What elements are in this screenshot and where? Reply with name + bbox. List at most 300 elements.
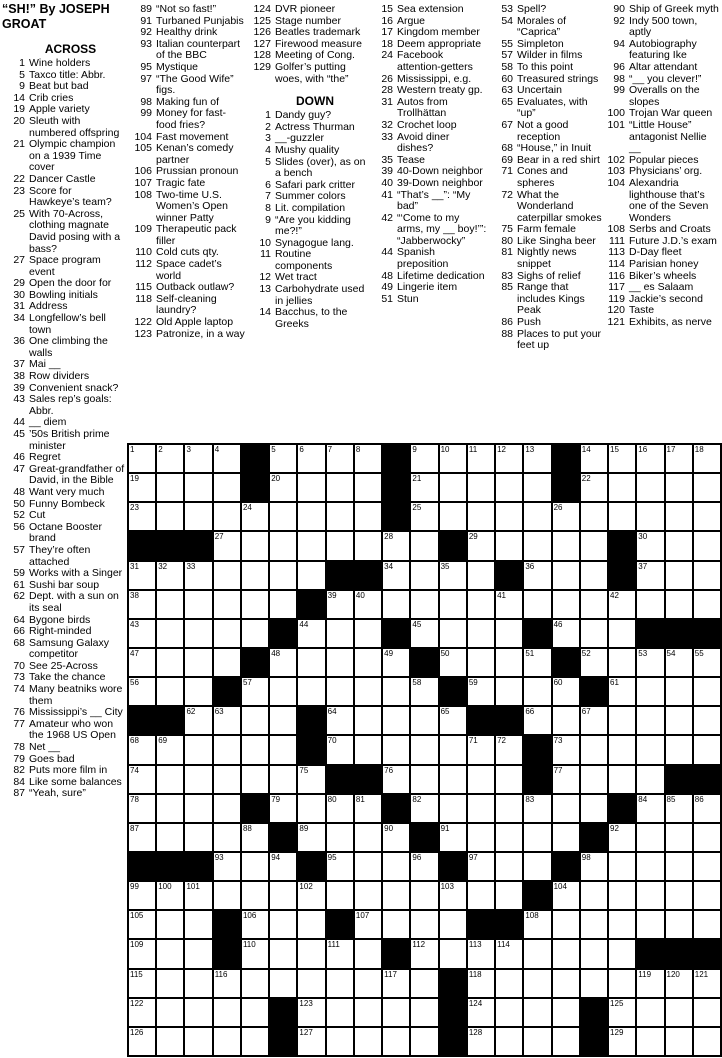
grid-cell-r16c5[interactable] — [242, 882, 268, 909]
grid-cell-r15c11[interactable] — [411, 853, 437, 880]
grid-cell-r14c5[interactable] — [242, 824, 268, 851]
grid-cell-r15c5[interactable] — [242, 853, 268, 880]
grid-cell-r14c9[interactable] — [355, 824, 381, 851]
grid-cell-r15c18[interactable] — [609, 853, 635, 880]
grid-cell-r3c13[interactable] — [468, 503, 494, 530]
grid-cell-r6c10[interactable] — [383, 591, 409, 618]
grid-cell-r1c6[interactable] — [270, 445, 296, 472]
grid-cell-r17c12[interactable] — [440, 911, 466, 938]
grid-cell-r17c5[interactable] — [242, 911, 268, 938]
grid-cell-r2c11[interactable] — [411, 474, 437, 501]
grid-cell-r21c11[interactable] — [411, 1028, 437, 1055]
grid-cell-r7c8[interactable] — [327, 620, 353, 647]
grid-cell-r12c2[interactable] — [157, 766, 183, 793]
grid-cell-r3c4[interactable] — [214, 503, 240, 530]
grid-cell-r7c11[interactable] — [411, 620, 437, 647]
grid-cell-r8c2[interactable] — [157, 649, 183, 676]
grid-cell-r2c14[interactable] — [496, 474, 522, 501]
grid-cell-r6c1[interactable] — [129, 591, 155, 618]
grid-cell-r8c9[interactable] — [355, 649, 381, 676]
grid-cell-r8c15[interactable] — [524, 649, 550, 676]
grid-cell-r6c13[interactable] — [468, 591, 494, 618]
grid-cell-r17c7[interactable] — [298, 911, 324, 938]
grid-cell-r21c10[interactable] — [383, 1028, 409, 1055]
grid-cell-r16c12[interactable] — [440, 882, 466, 909]
grid-cell-r17c9[interactable] — [355, 911, 381, 938]
grid-cell-r1c4[interactable] — [214, 445, 240, 472]
grid-cell-r3c19[interactable] — [637, 503, 663, 530]
grid-cell-r1c20[interactable] — [666, 445, 692, 472]
grid-cell-r19c8[interactable] — [327, 970, 353, 997]
grid-cell-r19c1[interactable] — [129, 970, 155, 997]
grid-cell-r2c8[interactable] — [327, 474, 353, 501]
grid-cell-r10c10[interactable] — [383, 707, 409, 734]
grid-cell-r4c20[interactable] — [666, 532, 692, 559]
grid-cell-r7c13[interactable] — [468, 620, 494, 647]
grid-cell-r2c4[interactable] — [214, 474, 240, 501]
grid-cell-r11c17[interactable] — [581, 736, 607, 763]
grid-cell-r10c21[interactable] — [694, 707, 720, 734]
grid-cell-r18c14[interactable] — [496, 940, 522, 967]
grid-cell-r17c19[interactable] — [637, 911, 663, 938]
grid-cell-r6c15[interactable] — [524, 591, 550, 618]
grid-cell-r11c9[interactable] — [355, 736, 381, 763]
grid-cell-r12c3[interactable] — [185, 766, 211, 793]
grid-cell-r13c4[interactable] — [214, 795, 240, 822]
grid-cell-r18c5[interactable] — [242, 940, 268, 967]
grid-cell-r10c17[interactable] — [581, 707, 607, 734]
grid-cell-r12c17[interactable] — [581, 766, 607, 793]
grid-cell-r20c9[interactable] — [355, 999, 381, 1026]
grid-cell-r13c13[interactable] — [468, 795, 494, 822]
grid-cell-r14c8[interactable] — [327, 824, 353, 851]
grid-cell-r11c3[interactable] — [185, 736, 211, 763]
grid-cell-r20c20[interactable] — [666, 999, 692, 1026]
grid-cell-r18c6[interactable] — [270, 940, 296, 967]
grid-cell-r1c8[interactable] — [327, 445, 353, 472]
grid-cell-r18c17[interactable] — [581, 940, 607, 967]
grid-cell-r12c5[interactable] — [242, 766, 268, 793]
grid-cell-r7c2[interactable] — [157, 620, 183, 647]
grid-cell-r5c20[interactable] — [666, 562, 692, 589]
grid-cell-r13c8[interactable] — [327, 795, 353, 822]
grid-cell-r19c15[interactable] — [524, 970, 550, 997]
grid-cell-r14c2[interactable] — [157, 824, 183, 851]
grid-cell-r2c12[interactable] — [440, 474, 466, 501]
grid-cell-r12c10[interactable] — [383, 766, 409, 793]
grid-cell-r16c6[interactable] — [270, 882, 296, 909]
grid-cell-r13c6[interactable] — [270, 795, 296, 822]
grid-cell-r4c16[interactable] — [553, 532, 579, 559]
grid-cell-r15c17[interactable] — [581, 853, 607, 880]
grid-cell-r11c16[interactable] — [553, 736, 579, 763]
grid-cell-r21c20[interactable] — [666, 1028, 692, 1055]
grid-cell-r9c5[interactable] — [242, 678, 268, 705]
grid-cell-r16c20[interactable] — [666, 882, 692, 909]
grid-cell-r14c3[interactable] — [185, 824, 211, 851]
grid-cell-r17c3[interactable] — [185, 911, 211, 938]
grid-cell-r18c8[interactable] — [327, 940, 353, 967]
grid-cell-r20c16[interactable] — [553, 999, 579, 1026]
grid-cell-r6c8[interactable] — [327, 591, 353, 618]
grid-cell-r9c9[interactable] — [355, 678, 381, 705]
grid-cell-r17c10[interactable] — [383, 911, 409, 938]
grid-cell-r6c6[interactable] — [270, 591, 296, 618]
grid-cell-r20c2[interactable] — [157, 999, 183, 1026]
grid-cell-r2c3[interactable] — [185, 474, 211, 501]
grid-cell-r12c7[interactable] — [298, 766, 324, 793]
grid-cell-r6c9[interactable] — [355, 591, 381, 618]
grid-cell-r7c18[interactable] — [609, 620, 635, 647]
grid-cell-r18c13[interactable] — [468, 940, 494, 967]
grid-cell-r6c4[interactable] — [214, 591, 240, 618]
grid-cell-r6c3[interactable] — [185, 591, 211, 618]
grid-cell-r2c1[interactable] — [129, 474, 155, 501]
grid-cell-r12c16[interactable] — [553, 766, 579, 793]
grid-cell-r18c15[interactable] — [524, 940, 550, 967]
grid-cell-r15c8[interactable] — [327, 853, 353, 880]
grid-cell-r19c10[interactable] — [383, 970, 409, 997]
grid-cell-r13c19[interactable] — [637, 795, 663, 822]
grid-cell-r16c14[interactable] — [496, 882, 522, 909]
grid-cell-r9c19[interactable] — [637, 678, 663, 705]
grid-cell-r4c4[interactable] — [214, 532, 240, 559]
grid-cell-r8c21[interactable] — [694, 649, 720, 676]
grid-cell-r3c7[interactable] — [298, 503, 324, 530]
grid-cell-r14c21[interactable] — [694, 824, 720, 851]
grid-cell-r3c1[interactable] — [129, 503, 155, 530]
grid-cell-r19c14[interactable] — [496, 970, 522, 997]
grid-cell-r20c19[interactable] — [637, 999, 663, 1026]
grid-cell-r15c6[interactable] — [270, 853, 296, 880]
grid-cell-r20c5[interactable] — [242, 999, 268, 1026]
grid-cell-r19c11[interactable] — [411, 970, 437, 997]
grid-cell-r13c20[interactable] — [666, 795, 692, 822]
grid-cell-r14c20[interactable] — [666, 824, 692, 851]
grid-cell-r19c18[interactable] — [609, 970, 635, 997]
grid-cell-r2c15[interactable] — [524, 474, 550, 501]
grid-cell-r18c9[interactable] — [355, 940, 381, 967]
grid-cell-r13c21[interactable] — [694, 795, 720, 822]
grid-cell-r2c19[interactable] — [637, 474, 663, 501]
grid-cell-r11c13[interactable] — [468, 736, 494, 763]
grid-cell-r10c6[interactable] — [270, 707, 296, 734]
grid-cell-r5c15[interactable] — [524, 562, 550, 589]
grid-cell-r11c20[interactable] — [666, 736, 692, 763]
grid-cell-r10c9[interactable] — [355, 707, 381, 734]
grid-cell-r5c13[interactable] — [468, 562, 494, 589]
grid-cell-r16c13[interactable] — [468, 882, 494, 909]
grid-cell-r9c2[interactable] — [157, 678, 183, 705]
grid-cell-r1c1[interactable] — [129, 445, 155, 472]
grid-cell-r17c11[interactable] — [411, 911, 437, 938]
grid-cell-r11c8[interactable] — [327, 736, 353, 763]
grid-cell-r14c4[interactable] — [214, 824, 240, 851]
grid-cell-r13c9[interactable] — [355, 795, 381, 822]
grid-cell-r10c3[interactable] — [185, 707, 211, 734]
grid-cell-r5c6[interactable] — [270, 562, 296, 589]
grid-cell-r19c6[interactable] — [270, 970, 296, 997]
grid-cell-r14c7[interactable] — [298, 824, 324, 851]
grid-cell-r20c10[interactable] — [383, 999, 409, 1026]
grid-cell-r9c15[interactable] — [524, 678, 550, 705]
grid-cell-r16c19[interactable] — [637, 882, 663, 909]
grid-cell-r5c4[interactable] — [214, 562, 240, 589]
grid-cell-r15c4[interactable] — [214, 853, 240, 880]
grid-cell-r4c19[interactable] — [637, 532, 663, 559]
grid-cell-r16c8[interactable] — [327, 882, 353, 909]
grid-cell-r8c14[interactable] — [496, 649, 522, 676]
grid-cell-r3c18[interactable] — [609, 503, 635, 530]
grid-cell-r20c14[interactable] — [496, 999, 522, 1026]
grid-cell-r4c17[interactable] — [581, 532, 607, 559]
grid-cell-r12c18[interactable] — [609, 766, 635, 793]
grid-cell-r21c15[interactable] — [524, 1028, 550, 1055]
grid-cell-r17c2[interactable] — [157, 911, 183, 938]
grid-cell-r3c2[interactable] — [157, 503, 183, 530]
grid-cell-r2c6[interactable] — [270, 474, 296, 501]
grid-cell-r14c15[interactable] — [524, 824, 550, 851]
grid-cell-r18c11[interactable] — [411, 940, 437, 967]
grid-cell-r10c15[interactable] — [524, 707, 550, 734]
grid-cell-r19c17[interactable] — [581, 970, 607, 997]
grid-cell-r8c3[interactable] — [185, 649, 211, 676]
grid-cell-r10c16[interactable] — [553, 707, 579, 734]
grid-cell-r21c5[interactable] — [242, 1028, 268, 1055]
grid-cell-r12c6[interactable] — [270, 766, 296, 793]
grid-cell-r20c13[interactable] — [468, 999, 494, 1026]
grid-cell-r9c16[interactable] — [553, 678, 579, 705]
grid-cell-r2c2[interactable] — [157, 474, 183, 501]
grid-cell-r7c17[interactable] — [581, 620, 607, 647]
grid-cell-r18c1[interactable] — [129, 940, 155, 967]
grid-cell-r6c12[interactable] — [440, 591, 466, 618]
grid-cell-r1c3[interactable] — [185, 445, 211, 472]
grid-cell-r21c16[interactable] — [553, 1028, 579, 1055]
grid-cell-r1c11[interactable] — [411, 445, 437, 472]
grid-cell-r19c13[interactable] — [468, 970, 494, 997]
grid-cell-r11c19[interactable] — [637, 736, 663, 763]
grid-cell-r15c10[interactable] — [383, 853, 409, 880]
grid-cell-r3c17[interactable] — [581, 503, 607, 530]
grid-cell-r2c18[interactable] — [609, 474, 635, 501]
grid-cell-r16c17[interactable] — [581, 882, 607, 909]
grid-cell-r3c16[interactable] — [553, 503, 579, 530]
grid-cell-r1c9[interactable] — [355, 445, 381, 472]
grid-cell-r11c5[interactable] — [242, 736, 268, 763]
grid-cell-r10c5[interactable] — [242, 707, 268, 734]
grid-cell-r9c3[interactable] — [185, 678, 211, 705]
grid-cell-r8c6[interactable] — [270, 649, 296, 676]
grid-cell-r21c13[interactable] — [468, 1028, 494, 1055]
grid-cell-r15c20[interactable] — [666, 853, 692, 880]
grid-cell-r8c13[interactable] — [468, 649, 494, 676]
grid-cell-r7c16[interactable] — [553, 620, 579, 647]
grid-cell-r2c17[interactable] — [581, 474, 607, 501]
grid-cell-r6c5[interactable] — [242, 591, 268, 618]
grid-cell-r11c10[interactable] — [383, 736, 409, 763]
grid-cell-r5c11[interactable] — [411, 562, 437, 589]
grid-cell-r12c14[interactable] — [496, 766, 522, 793]
grid-cell-r18c16[interactable] — [553, 940, 579, 967]
grid-cell-r16c16[interactable] — [553, 882, 579, 909]
grid-cell-r21c19[interactable] — [637, 1028, 663, 1055]
grid-cell-r20c8[interactable] — [327, 999, 353, 1026]
grid-cell-r16c4[interactable] — [214, 882, 240, 909]
grid-cell-r9c21[interactable] — [694, 678, 720, 705]
grid-cell-r17c18[interactable] — [609, 911, 635, 938]
grid-cell-r17c15[interactable] — [524, 911, 550, 938]
grid-cell-r9c7[interactable] — [298, 678, 324, 705]
grid-cell-r7c4[interactable] — [214, 620, 240, 647]
grid-cell-r4c11[interactable] — [411, 532, 437, 559]
grid-cell-r15c14[interactable] — [496, 853, 522, 880]
grid-cell-r16c21[interactable] — [694, 882, 720, 909]
grid-cell-r17c6[interactable] — [270, 911, 296, 938]
grid-cell-r4c5[interactable] — [242, 532, 268, 559]
grid-cell-r20c3[interactable] — [185, 999, 211, 1026]
grid-cell-r7c3[interactable] — [185, 620, 211, 647]
grid-cell-r1c21[interactable] — [694, 445, 720, 472]
grid-cell-r9c6[interactable] — [270, 678, 296, 705]
grid-cell-r20c21[interactable] — [694, 999, 720, 1026]
grid-cell-r21c7[interactable] — [298, 1028, 324, 1055]
grid-cell-r20c15[interactable] — [524, 999, 550, 1026]
grid-cell-r17c21[interactable] — [694, 911, 720, 938]
grid-cell-r1c12[interactable] — [440, 445, 466, 472]
grid-cell-r5c7[interactable] — [298, 562, 324, 589]
grid-cell-r13c1[interactable] — [129, 795, 155, 822]
grid-cell-r18c7[interactable] — [298, 940, 324, 967]
grid-cell-r7c1[interactable] — [129, 620, 155, 647]
grid-cell-r14c13[interactable] — [468, 824, 494, 851]
grid-cell-r18c2[interactable] — [157, 940, 183, 967]
grid-cell-r1c14[interactable] — [496, 445, 522, 472]
grid-cell-r9c1[interactable] — [129, 678, 155, 705]
grid-cell-r14c16[interactable] — [553, 824, 579, 851]
grid-cell-r4c10[interactable] — [383, 532, 409, 559]
grid-cell-r10c18[interactable] — [609, 707, 635, 734]
grid-cell-r20c1[interactable] — [129, 999, 155, 1026]
grid-cell-r3c14[interactable] — [496, 503, 522, 530]
grid-cell-r16c18[interactable] — [609, 882, 635, 909]
grid-cell-r4c14[interactable] — [496, 532, 522, 559]
grid-cell-r9c10[interactable] — [383, 678, 409, 705]
grid-cell-r19c9[interactable] — [355, 970, 381, 997]
grid-cell-r2c7[interactable] — [298, 474, 324, 501]
grid-cell-r14c14[interactable] — [496, 824, 522, 851]
grid-cell-r7c14[interactable] — [496, 620, 522, 647]
grid-cell-r14c12[interactable] — [440, 824, 466, 851]
grid-cell-r19c20[interactable] — [666, 970, 692, 997]
grid-cell-r18c12[interactable] — [440, 940, 466, 967]
grid-cell-r17c16[interactable] — [553, 911, 579, 938]
grid-cell-r20c4[interactable] — [214, 999, 240, 1026]
grid-cell-r9c11[interactable] — [411, 678, 437, 705]
grid-cell-r19c21[interactable] — [694, 970, 720, 997]
grid-cell-r11c18[interactable] — [609, 736, 635, 763]
grid-cell-r19c2[interactable] — [157, 970, 183, 997]
grid-cell-r5c1[interactable] — [129, 562, 155, 589]
grid-cell-r13c12[interactable] — [440, 795, 466, 822]
grid-cell-r15c9[interactable] — [355, 853, 381, 880]
grid-cell-r13c17[interactable] — [581, 795, 607, 822]
grid-cell-r16c9[interactable] — [355, 882, 381, 909]
grid-cell-r10c4[interactable] — [214, 707, 240, 734]
grid-cell-r1c13[interactable] — [468, 445, 494, 472]
grid-cell-r21c14[interactable] — [496, 1028, 522, 1055]
grid-cell-r6c17[interactable] — [581, 591, 607, 618]
grid-cell-r18c3[interactable] — [185, 940, 211, 967]
grid-cell-r19c3[interactable] — [185, 970, 211, 997]
grid-cell-r11c1[interactable] — [129, 736, 155, 763]
grid-cell-r5c17[interactable] — [581, 562, 607, 589]
grid-cell-r19c19[interactable] — [637, 970, 663, 997]
grid-cell-r10c20[interactable] — [666, 707, 692, 734]
grid-cell-r6c2[interactable] — [157, 591, 183, 618]
grid-cell-r7c7[interactable] — [298, 620, 324, 647]
grid-cell-r17c20[interactable] — [666, 911, 692, 938]
grid-cell-r4c7[interactable] — [298, 532, 324, 559]
grid-cell-r8c18[interactable] — [609, 649, 635, 676]
grid-cell-r19c7[interactable] — [298, 970, 324, 997]
grid-cell-r8c1[interactable] — [129, 649, 155, 676]
grid-cell-r4c15[interactable] — [524, 532, 550, 559]
grid-cell-r14c10[interactable] — [383, 824, 409, 851]
grid-cell-r19c4[interactable] — [214, 970, 240, 997]
grid-cell-r8c20[interactable] — [666, 649, 692, 676]
grid-cell-r21c2[interactable] — [157, 1028, 183, 1055]
grid-cell-r6c11[interactable] — [411, 591, 437, 618]
grid-cell-r15c21[interactable] — [694, 853, 720, 880]
grid-cell-r21c18[interactable] — [609, 1028, 635, 1055]
grid-cell-r3c9[interactable] — [355, 503, 381, 530]
grid-cell-r5c12[interactable] — [440, 562, 466, 589]
grid-cell-r12c4[interactable] — [214, 766, 240, 793]
grid-cell-r13c3[interactable] — [185, 795, 211, 822]
grid-cell-r11c14[interactable] — [496, 736, 522, 763]
grid-cell-r6c16[interactable] — [553, 591, 579, 618]
grid-cell-r1c15[interactable] — [524, 445, 550, 472]
grid-cell-r13c11[interactable] — [411, 795, 437, 822]
grid-cell-r4c13[interactable] — [468, 532, 494, 559]
grid-cell-r15c13[interactable] — [468, 853, 494, 880]
grid-cell-r19c16[interactable] — [553, 970, 579, 997]
grid-cell-r21c21[interactable] — [694, 1028, 720, 1055]
grid-cell-r20c7[interactable] — [298, 999, 324, 1026]
grid-cell-r2c13[interactable] — [468, 474, 494, 501]
grid-cell-r12c13[interactable] — [468, 766, 494, 793]
grid-cell-r5c19[interactable] — [637, 562, 663, 589]
grid-cell-r3c20[interactable] — [666, 503, 692, 530]
grid-cell-r10c11[interactable] — [411, 707, 437, 734]
grid-cell-r4c9[interactable] — [355, 532, 381, 559]
grid-cell-r6c20[interactable] — [666, 591, 692, 618]
grid-cell-r4c8[interactable] — [327, 532, 353, 559]
grid-cell-r5c5[interactable] — [242, 562, 268, 589]
grid-cell-r20c11[interactable] — [411, 999, 437, 1026]
grid-cell-r13c2[interactable] — [157, 795, 183, 822]
grid-cell-r11c21[interactable] — [694, 736, 720, 763]
grid-cell-r1c2[interactable] — [157, 445, 183, 472]
grid-cell-r2c20[interactable] — [666, 474, 692, 501]
grid-cell-r3c8[interactable] — [327, 503, 353, 530]
grid-cell-r21c3[interactable] — [185, 1028, 211, 1055]
grid-cell-r15c15[interactable] — [524, 853, 550, 880]
grid-cell-r12c12[interactable] — [440, 766, 466, 793]
grid-cell-r9c18[interactable] — [609, 678, 635, 705]
grid-cell-r15c19[interactable] — [637, 853, 663, 880]
